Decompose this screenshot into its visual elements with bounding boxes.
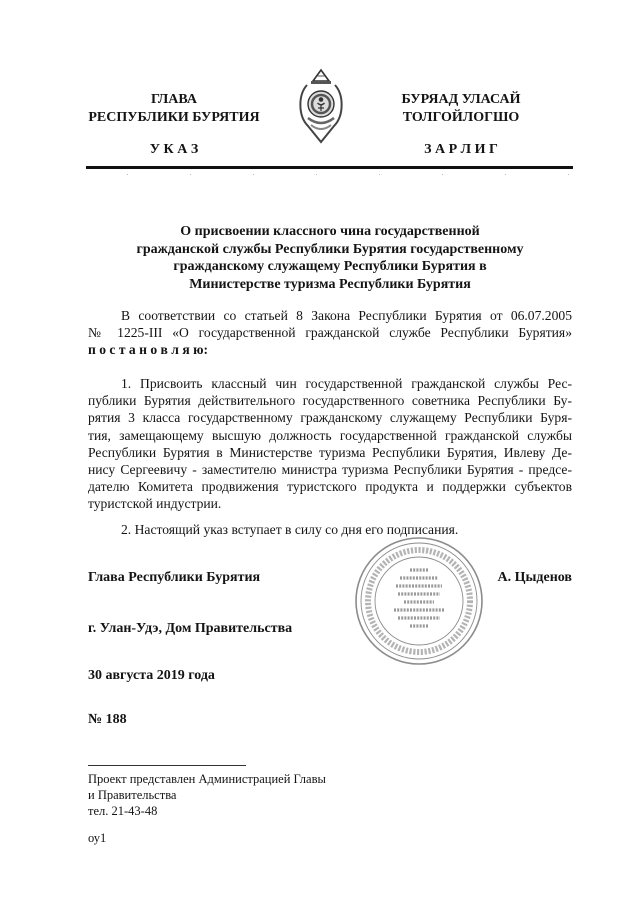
header-left-authority: ГЛАВА <box>151 92 197 107</box>
item-1-paragraph <box>88 375 572 513</box>
decree-title <box>88 223 572 293</box>
item-line: дателю Комитета продвижения туристского продукта и поддержки субъектов <box>88 479 572 495</box>
footnote-line: Проект представлен Администрацией Главы <box>88 772 326 786</box>
issue-place: г. Улан-Удэ, Дом Правительства <box>88 621 293 636</box>
stamp-graphic <box>354 536 484 666</box>
item-line: туристской индустрии. <box>88 496 222 512</box>
issue-date: 30 августа 2019 года <box>88 668 215 683</box>
item-line: 2. Настоящий указ вступает в силу со дня его подписания. <box>121 522 459 537</box>
item-line: нису Сергеевичу - заместителю министра туризма Республики Бурятия - предсе- <box>88 462 572 478</box>
decree-word: п о с т а н о в л я ю: <box>88 342 208 358</box>
signatory-position: Глава Республики Бурятия <box>88 570 261 585</box>
stamp-inner-ring <box>375 557 463 645</box>
stamp-second-ring <box>361 543 477 659</box>
coat-of-arms-icon <box>296 68 346 144</box>
emblem-sun <box>319 97 324 102</box>
preamble-line: В соответствии со статьей 8 Закона Республики Бурятия от 06.07.2005 <box>121 308 572 323</box>
coat-of-arms-graphic <box>296 68 346 144</box>
title-line: гражданской службы Республики Бурятия государственному <box>136 241 524 257</box>
stamp-center-lettering <box>394 570 444 626</box>
emblem-band <box>311 81 331 84</box>
registry-code: оу1 <box>88 831 107 845</box>
preamble-line: № 1225-III «О государственной гражданской службе Республики Бурятия» <box>88 325 572 341</box>
header-right-title: ТОЛГОЙЛОГШО <box>402 110 520 125</box>
header-left-republic: РЕСПУБЛИКИ БУРЯТИЯ <box>88 110 260 125</box>
title-line: гражданскому служащему Республики Бурятия в <box>173 259 487 275</box>
header-divider <box>86 166 573 169</box>
header-right-authority: БУРЯАД УЛАСАЙ <box>401 92 521 107</box>
item-line: Республики Бурятия в Министерстве туризма Республики Бурятия, Ивлеву Де- <box>88 444 572 460</box>
item-2-paragraph <box>88 521 572 538</box>
footnote-line: тел. 21-43-48 <box>88 804 158 818</box>
footnote <box>88 771 326 819</box>
preamble-paragraph <box>88 307 572 359</box>
decree-number: № 188 <box>88 712 127 727</box>
item-line: 1. Присвоить классный чин государственной гражданской службы Рес- <box>121 376 572 391</box>
stamp-circular-lettering <box>368 550 470 652</box>
item-line: публики Бурятия действительного государственного советника Республики Бу- <box>88 393 572 409</box>
header-dotted-rule <box>127 174 572 175</box>
header-right <box>371 91 551 159</box>
footnote-separator <box>88 765 246 766</box>
item-line: тия, замещающему высшую должность государственной гражданской службы <box>88 427 572 443</box>
title-line: О присвоении классного чина государственной <box>180 224 480 239</box>
emblem-scarf-upper <box>308 118 334 123</box>
header-left <box>84 91 264 159</box>
title-line: Министерстве туризма Республики Бурятия <box>189 276 471 292</box>
round-seal-stamp-icon <box>354 536 484 666</box>
signatory-name: А. Цыденов <box>497 570 572 585</box>
header-right-doc-type: З А Р Л И Г <box>424 142 498 157</box>
footnote-line: и Правительства <box>88 788 177 802</box>
item-line: рятия 3 класса государственному гражданскому служащему Республики Буря- <box>88 410 572 426</box>
header-left-doc-type: У К А З <box>149 142 199 157</box>
emblem-scarf-lower <box>311 125 331 129</box>
